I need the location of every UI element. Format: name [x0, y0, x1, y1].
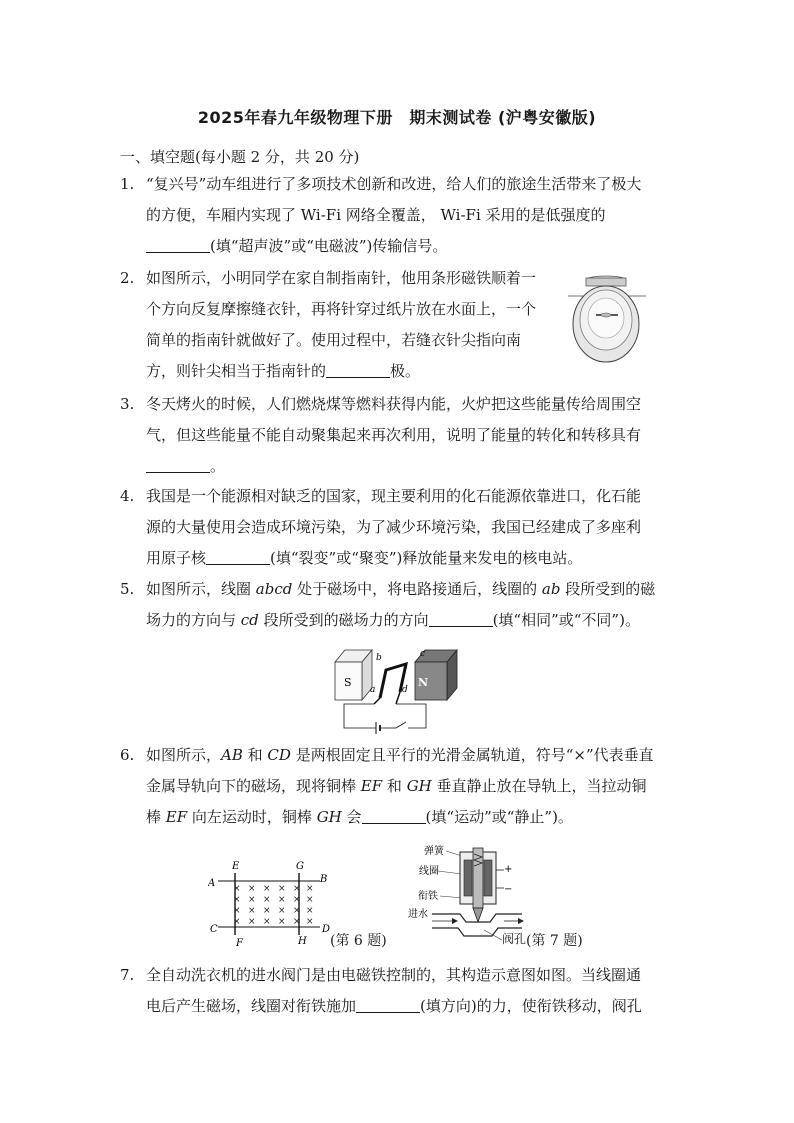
- field-cross: ×: [248, 895, 256, 905]
- svg-text:a: a: [370, 685, 376, 695]
- field-cross: ×: [233, 906, 241, 916]
- svg-text:弹簧: 弹簧: [424, 846, 444, 857]
- answer-blank[interactable]: [146, 456, 210, 473]
- question-2: 2. 如图所示，小明同学在家自制指南针，他用条形磁铁顺着一 个方向反复摩擦缝衣针，再将针穿过纸片放在水面上，一个 简单的指南针就做好了。使用过程中，若缝衣针尖指向南 方，则针尖相当于指南针的 极。: [120, 263, 536, 387]
- magnet-n-label: N: [418, 676, 429, 689]
- svg-text:线圈: 线圈: [419, 866, 439, 877]
- field-cross: ×: [233, 895, 241, 905]
- question-number: 2.: [120, 269, 135, 287]
- field-cross: ×: [306, 906, 314, 916]
- magnet-s-label: S: [344, 676, 352, 689]
- field-cross: ×: [248, 884, 256, 894]
- question-4: 4. 我国是一个能源相对缺乏的国家，现主要利用的化石能源依靠进口，化石能 源的大量使用会造成环境污染，为了减少环境污染，我国已经建成了多座利 用原子核 (填“裂变”或“聚变”)释放能量来发电的核电站。: [120, 481, 641, 574]
- figure-6-caption: (第 6 题): [330, 933, 387, 949]
- svg-text:衔铁: 衔铁: [418, 891, 438, 902]
- answer-blank[interactable]: [429, 610, 493, 627]
- field-cross: ×: [293, 884, 301, 894]
- question-number: 6.: [120, 746, 135, 764]
- svg-text:A: A: [208, 878, 216, 889]
- svg-text:+: +: [504, 864, 513, 875]
- svg-text:d: d: [402, 685, 408, 695]
- svg-text:c: c: [420, 649, 426, 659]
- figure-7-caption: (第 7 题): [526, 933, 583, 949]
- answer-blank[interactable]: [362, 807, 426, 824]
- field-cross: ×: [306, 884, 314, 894]
- field-cross: ×: [278, 895, 286, 905]
- answer-blank[interactable]: [356, 996, 420, 1013]
- question-number: 7.: [120, 966, 135, 984]
- svg-text:B: B: [320, 874, 328, 885]
- svg-text:D: D: [322, 924, 331, 935]
- answer-blank[interactable]: [206, 548, 270, 565]
- svg-text:E: E: [232, 861, 240, 872]
- svg-text:−: −: [504, 884, 513, 895]
- field-cross: ×: [248, 917, 256, 927]
- field-cross: ×: [278, 884, 286, 894]
- field-cross: ×: [293, 895, 301, 905]
- question-3: 3. 冬天烤火的时候，人们燃烧煤等燃料获得内能，火炉把这些能量传给周围空 气，但这些能量不能自动聚集起来再次利用，说明了能量的转化和转移具有 。: [120, 389, 641, 482]
- rail-field-figure: [208, 858, 333, 950]
- section-heading: 一、填空题(每小题 2 分，共 20 分): [120, 148, 360, 166]
- page-title: 2025年春九年级物理下册 期末测试卷 (沪粤安徽版): [197, 108, 597, 127]
- answer-blank[interactable]: [326, 361, 390, 378]
- field-cross: ×: [278, 906, 286, 916]
- question-number: 1.: [120, 175, 135, 193]
- field-cross: ×: [293, 906, 301, 916]
- field-cross: ×: [306, 917, 314, 927]
- field-cross: ×: [263, 895, 271, 905]
- field-cross: ×: [233, 884, 241, 894]
- field-cross: ×: [263, 917, 271, 927]
- field-cross: ×: [263, 884, 271, 894]
- svg-text:G: G: [296, 861, 304, 872]
- answer-blank[interactable]: [146, 236, 210, 253]
- valve-hole-label: 阀孔: [502, 932, 527, 946]
- question-number: 3.: [120, 395, 135, 413]
- question-number: 4.: [120, 487, 135, 505]
- compass-figure: [566, 272, 648, 370]
- question-5: 5. 如图所示，线圈 abcd 处于磁场中，将电路接通后，线圈的 ab 段所受到的磁 场力的方向与 cd 段所受到的磁场力的方向 (填“相同”或“不同”)。: [120, 574, 655, 636]
- svg-text:H: H: [298, 936, 307, 947]
- field-cross: ×: [248, 906, 256, 916]
- question-number: 5.: [120, 580, 135, 598]
- question-7: 7. 全自动洗衣机的进水阀门是由电磁铁控制的，其构造示意图如图。当线圈通 电后产生磁场，线圈对衔铁施加 (填方向)的力，使衔铁移动，阀孔: [120, 960, 642, 1022]
- svg-text:b: b: [376, 653, 382, 663]
- field-cross: ×: [233, 917, 241, 927]
- svg-text:F: F: [236, 938, 243, 949]
- svg-text:C: C: [210, 924, 218, 935]
- question-6: 6. 如图所示，AB 和 CD 是两根固定且平行的光滑金属轨道，符号“×”代表垂直 金属导轨向下的磁场，现将铜棒 EF 和 GH 垂直静止放在导轨上，当拉动铜 棒 EF 向左运动时，铜棒 GH 会 (填“运动”或“静止”)。: [120, 740, 654, 833]
- field-cross: ×: [306, 895, 314, 905]
- coil-magnet-figure: [330, 642, 460, 734]
- question-1: 1. “复兴号”动车组进行了多项技术创新和改进，给人们的旅途生活带来了极大 的方便，车厢内实现了 Wi-Fi 网络全覆盖， Wi-Fi 采用的是低强度的 (填“超声波”或“电磁波”)传输信号。: [120, 169, 641, 262]
- field-cross: ×: [293, 917, 301, 927]
- svg-text:进水: 进水: [408, 909, 428, 920]
- field-cross: ×: [263, 906, 271, 916]
- field-cross: ×: [278, 917, 286, 927]
